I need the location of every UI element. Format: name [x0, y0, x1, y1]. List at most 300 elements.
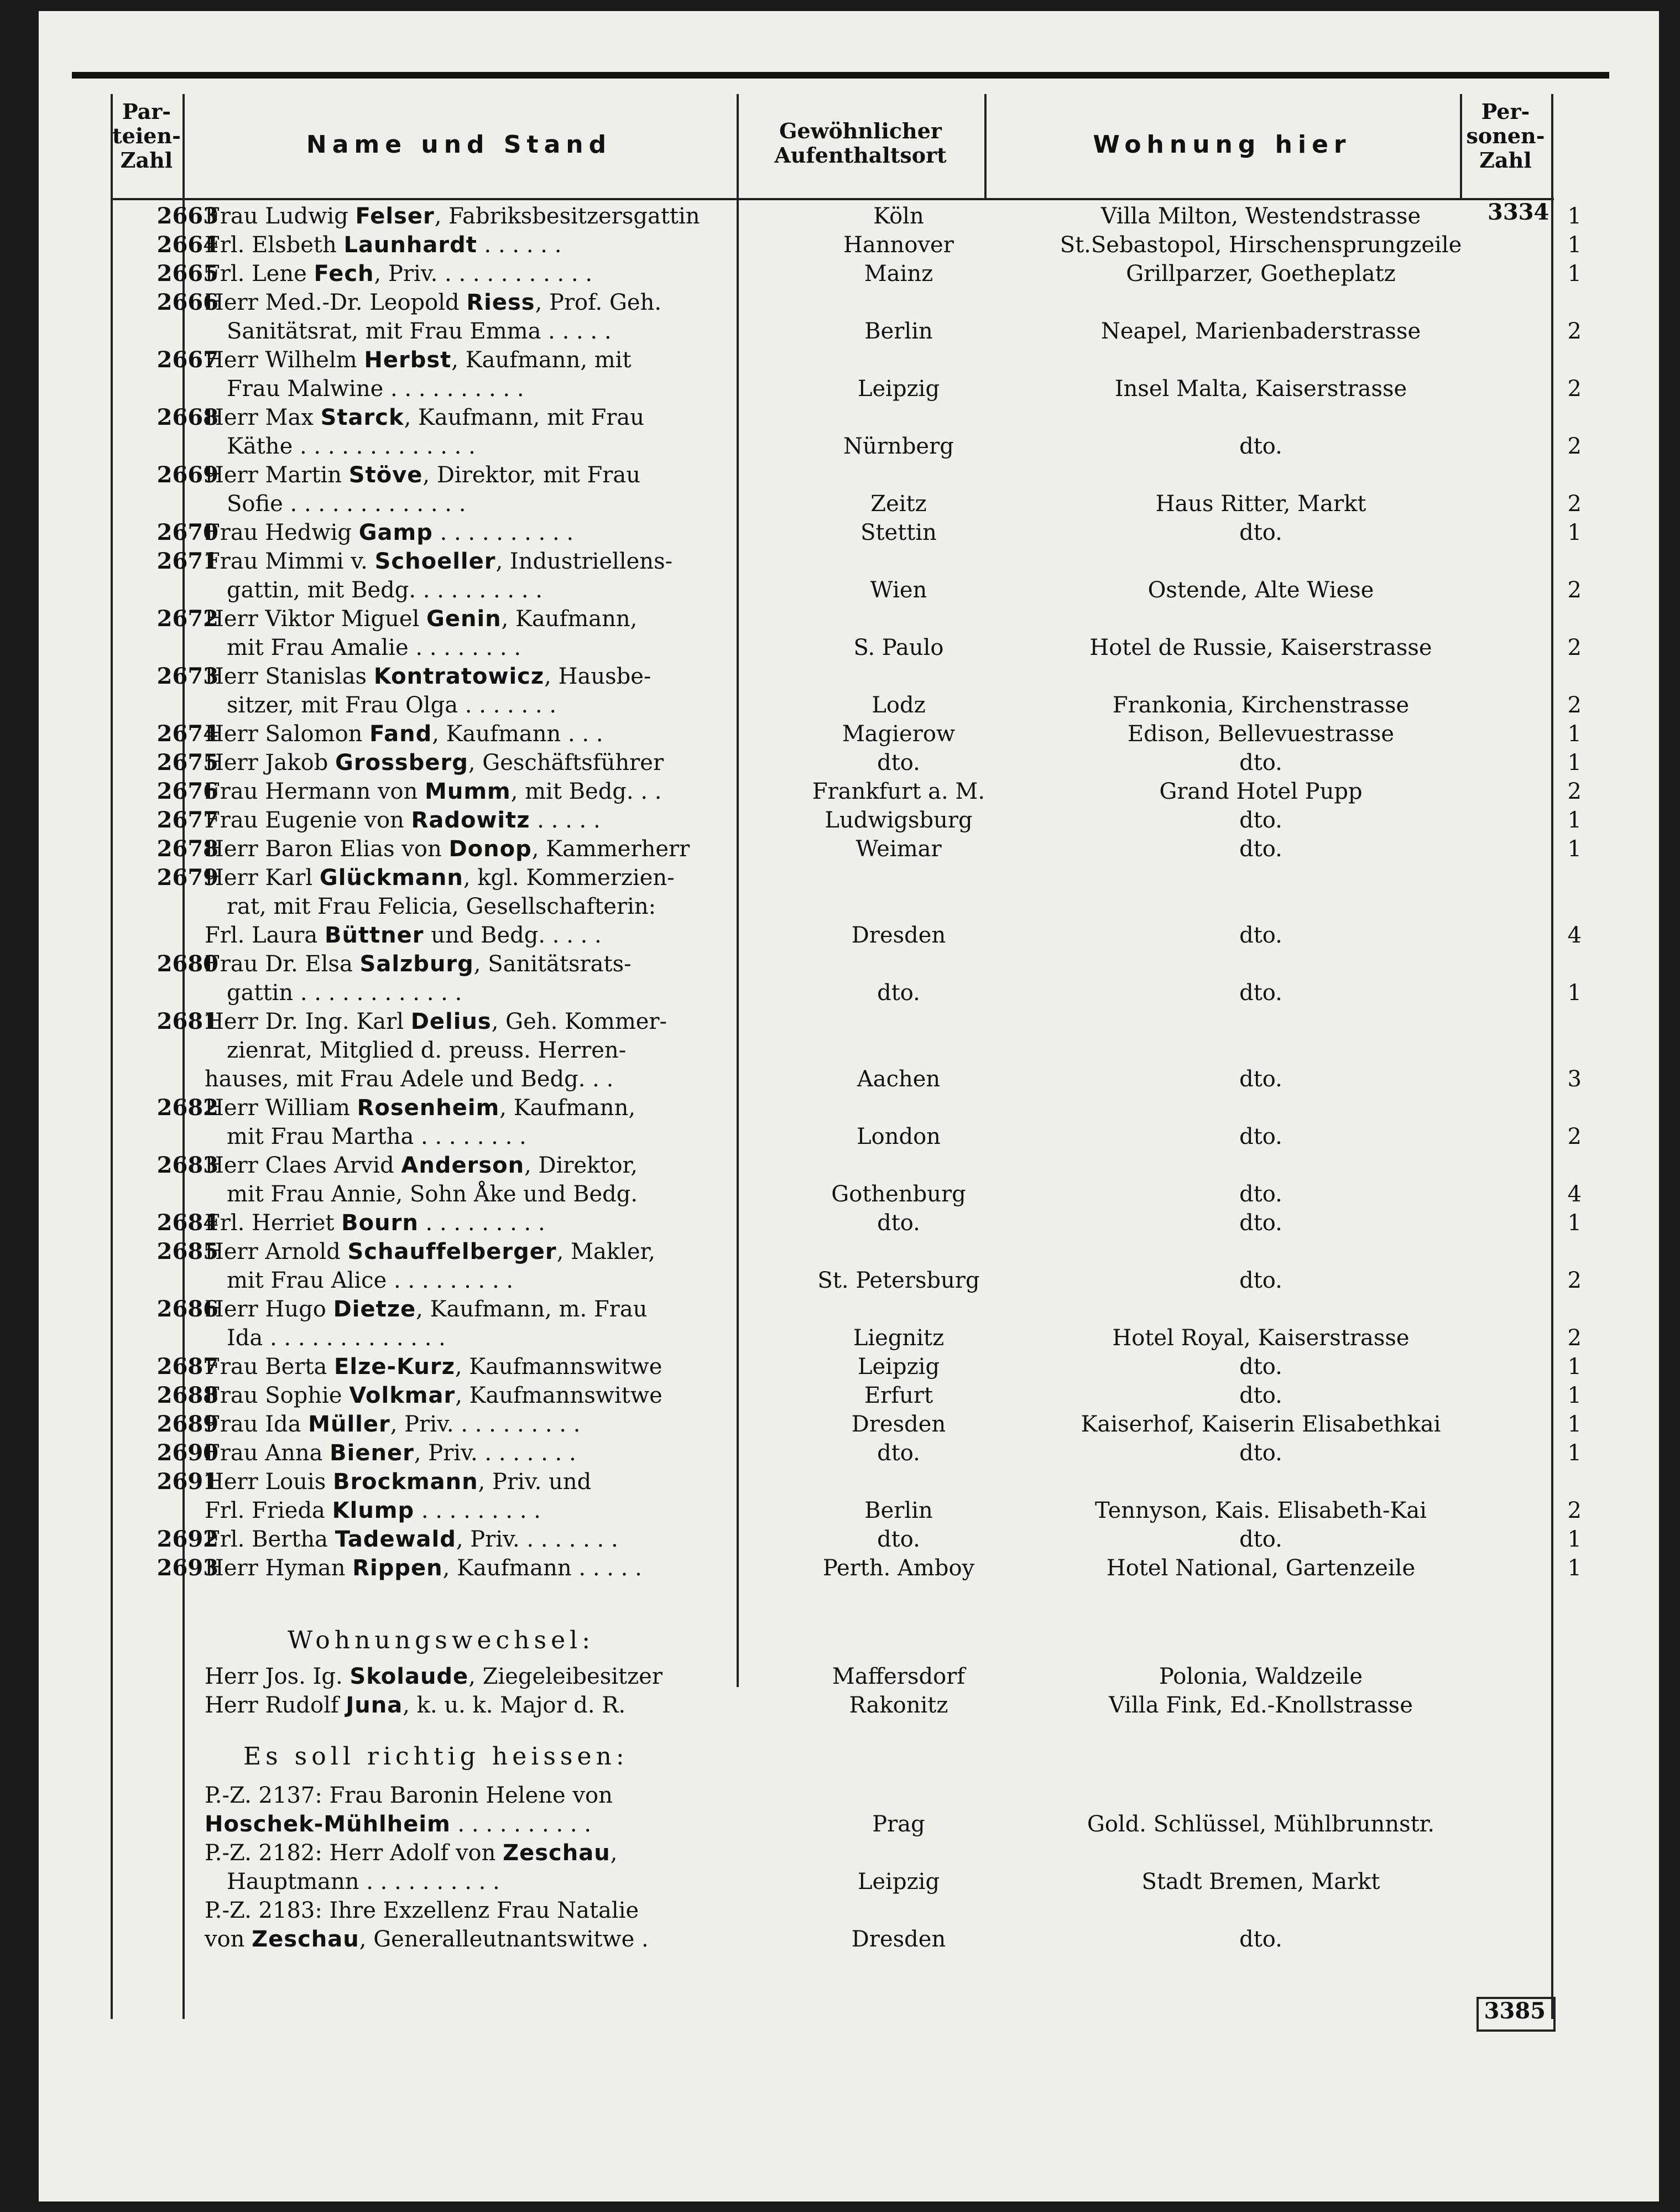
surname: Dietze — [333, 1297, 416, 1322]
surname: Schauffelberger — [347, 1239, 557, 1264]
entry-address: dto. — [1239, 1354, 1282, 1380]
name-text: , Hausbe- — [544, 664, 651, 689]
entry-name-line — [205, 835, 774, 863]
name-text: von — [205, 1927, 252, 1952]
name-text: Frl. Frieda — [205, 1498, 332, 1523]
entry-address: dto. — [1239, 1182, 1282, 1207]
entry-persons: 1 — [1567, 204, 1582, 229]
entry-place: Berlin — [864, 319, 933, 344]
entry-persons: 2 — [1567, 434, 1582, 459]
name-text: , Priv. . . . . . . . . . — [390, 1412, 581, 1437]
surname: Rosenheim — [357, 1095, 500, 1121]
name-text: , Kaufmann . . . — [432, 721, 603, 747]
entry-name-line — [205, 1810, 774, 1839]
name-text: , Kaufmann, — [501, 606, 638, 632]
entry-place: dto. — [877, 1440, 920, 1466]
entry-place: Leipzig — [857, 1354, 940, 1380]
surname: Fech — [314, 261, 374, 287]
surname: Skolaude — [349, 1664, 469, 1689]
name-text: , Kaufmann, m. Frau — [416, 1297, 648, 1322]
entry-number: 2669 — [156, 462, 218, 488]
name-text: , Geh. Kommer- — [491, 1009, 667, 1034]
entry-address: Gold. Schlüssel, Mühlbrunnstr. — [1087, 1812, 1435, 1837]
name-text: Herr Viktor Miguel — [205, 606, 427, 632]
entry-address: dto. — [1239, 1268, 1282, 1293]
entry-name-line — [205, 1065, 774, 1094]
entry-name-line — [205, 950, 774, 979]
header-rule — [111, 198, 1554, 200]
entry-name-line: gattin . . . . . . . . . . . . — [227, 980, 462, 1006]
surname: Riess — [466, 290, 535, 315]
entry-number: 2672 — [156, 606, 218, 632]
name-text: , Kaufmannswitwe — [455, 1354, 662, 1380]
name-text: , Fabriksbesitzersgattin — [434, 204, 700, 229]
name-text: P.-Z. 2183: Ihre Exzellenz Frau Natalie — [205, 1898, 639, 1923]
name-text: Herr Martin — [205, 462, 349, 488]
entry-persons: 1 — [1567, 261, 1582, 287]
entry-address: Insel Malta, Kaiserstrasse — [1114, 376, 1407, 402]
name-text: und Bedg. . . . . — [424, 923, 602, 948]
name-text: Herr Max — [205, 405, 321, 430]
entry-place: Lodz — [872, 693, 926, 718]
entry-number: 2678 — [156, 836, 218, 862]
entry-name-line — [205, 1496, 774, 1525]
surname: Radowitz — [411, 808, 530, 833]
name-text: Herr Karl — [205, 865, 320, 891]
entry-name-line: Käthe . . . . . . . . . . . . . — [227, 434, 476, 459]
entry-number: 2673 — [156, 663, 218, 689]
name-text: Herr Claes Arvid — [205, 1153, 401, 1178]
entry-address: Grand Hotel Pupp — [1159, 779, 1363, 804]
name-text: Frau Dr. Elsa — [205, 951, 360, 977]
entry-name-line: rat, mit Frau Felicia, Gesellschafterin: — [227, 894, 656, 919]
entry-name-line — [205, 1352, 774, 1381]
entry-name-line: Frau Malwine . . . . . . . . . . — [227, 376, 524, 402]
entry-persons: 1 — [1567, 808, 1582, 833]
entry-number: 2692 — [156, 1526, 218, 1552]
name-text: Frau Anna — [205, 1440, 330, 1466]
name-text: , Kaufmann, — [499, 1095, 636, 1121]
entry-name-line — [205, 921, 774, 950]
surname: Stöve — [348, 462, 423, 488]
entry-address: dto. — [1239, 1210, 1282, 1236]
entry-persons: 2 — [1567, 779, 1582, 804]
name-text: Herr Hyman — [205, 1555, 353, 1581]
entry-persons: 1 — [1567, 1440, 1582, 1466]
entry-persons: 1 — [1567, 232, 1582, 258]
entry-number: 2667 — [156, 347, 218, 373]
entry-place: Gothenburg — [831, 1182, 966, 1207]
entry-number: 2681 — [156, 1008, 218, 1034]
name-text: Herr Hugo — [205, 1297, 333, 1322]
name-text: Herr Salomon — [205, 721, 370, 747]
name-text: , Prof. Geh. — [535, 290, 662, 315]
name-text: Frau Ludwig — [205, 204, 356, 229]
surname: Schoeller — [374, 549, 496, 574]
name-text: , Priv. . . . . . . . — [414, 1440, 576, 1466]
final-total: 3385 — [1484, 1998, 1546, 2024]
entry-name-line — [205, 720, 774, 748]
entry-address: dto. — [1239, 434, 1282, 459]
name-text: P.-Z. 2137: Frau Baronin Helene von — [205, 1783, 613, 1808]
entry-place: S. Paulo — [853, 635, 944, 660]
entry-place: Frankfurt a. M. — [812, 779, 985, 804]
entry-name-line — [205, 1151, 774, 1180]
entry-number: 2685 — [156, 1238, 218, 1264]
surname: Brockmann — [332, 1469, 478, 1495]
entry-persons: 1 — [1567, 721, 1582, 747]
name-text: , Kaufmann . . . . . — [442, 1555, 642, 1581]
entry-number: 2690 — [156, 1440, 218, 1466]
surname: Starck — [320, 405, 404, 430]
surname: Zeschau — [252, 1927, 359, 1952]
name-text: , Priv. . . . . . . . . . . . — [374, 261, 593, 287]
entry-address: Villa Fink, Ed.-Knollstrasse — [1109, 1693, 1413, 1718]
entry-address: dto. — [1239, 836, 1282, 862]
entry-persons: 1 — [1567, 1412, 1582, 1437]
name-text: , Generalleutnantswitwe . — [359, 1927, 649, 1952]
entry-place: St. Petersburg — [817, 1268, 980, 1293]
entry-address: dto. — [1239, 1124, 1282, 1149]
entry-address: Haus Ritter, Markt — [1155, 491, 1366, 517]
entry-persons: 4 — [1567, 1182, 1582, 1207]
name-text: Frau Mimmi v. — [205, 549, 375, 574]
entry-place: Liegnitz — [853, 1325, 945, 1351]
name-text: . . . . . . . . . . — [432, 520, 574, 545]
entry-name-line — [227, 1867, 796, 1896]
entry-persons: 4 — [1567, 923, 1582, 948]
entry-name-line — [205, 748, 774, 777]
name-text: , Kammerherr — [531, 836, 690, 862]
entry-address: Frankonia, Kirchenstrasse — [1112, 693, 1410, 718]
entry-name-line: zienrat, Mitglied d. preuss. Herren- — [227, 1038, 627, 1063]
entry-number: 2683 — [156, 1152, 218, 1178]
entry-name-line: mit Frau Martha . . . . . . . . — [227, 1124, 526, 1149]
name-text: Herr William — [205, 1095, 357, 1121]
entry-persons: 1 — [1567, 1210, 1582, 1236]
entry-address: Stadt Bremen, Markt — [1141, 1869, 1380, 1894]
entry-persons: 2 — [1567, 319, 1582, 344]
name-text: Herr Wilhelm — [205, 347, 364, 373]
entry-address: dto. — [1239, 980, 1282, 1006]
entry-place: Leipzig — [857, 376, 940, 402]
name-text: Frau Hermann von — [205, 779, 425, 804]
name-text: , kgl. Kommerzien- — [463, 865, 675, 891]
entry-number: 2677 — [156, 807, 218, 833]
entry-place: Zeitz — [870, 491, 927, 517]
name-text: Herr Dr. Ing. Karl — [205, 1009, 411, 1034]
header-col-pers: Per- sonen- Zahl — [1466, 99, 1545, 173]
entry-address: dto. — [1239, 1527, 1282, 1552]
surname: Bourn — [341, 1210, 419, 1236]
name-text: . . . . . . . . . . — [450, 1812, 592, 1837]
entry-name-line — [205, 288, 774, 317]
entry-number: 2671 — [156, 548, 218, 574]
surname: Salzburg — [359, 951, 474, 977]
top-rule — [72, 72, 1609, 79]
entry-name-line — [205, 1781, 774, 1810]
entry-name-line — [205, 1925, 774, 1954]
name-text: Herr Jakob — [205, 750, 336, 775]
entry-name-line — [205, 1439, 774, 1467]
entry-address: Ostende, Alte Wiese — [1147, 577, 1374, 603]
surname: Anderson — [401, 1153, 525, 1178]
surname: Hoschek-Mühlheim — [205, 1812, 451, 1837]
entry-address: Hotel de Russie, Kaiserstrasse — [1089, 635, 1432, 660]
surname: Juna — [346, 1693, 403, 1718]
name-text: , Direktor, — [524, 1153, 638, 1178]
name-text: , Priv. und — [478, 1469, 592, 1495]
surname: Donop — [448, 836, 532, 862]
surname: Mumm — [425, 779, 511, 804]
name-text: Herr Med.-Dr. Leopold — [205, 290, 467, 315]
name-text: , Ziegeleibesitzer — [468, 1664, 662, 1689]
name-text: , mit Bedg. . . — [510, 779, 662, 804]
entry-name-line: mit Frau Amalie . . . . . . . . — [227, 635, 521, 660]
entry-name-line — [205, 1381, 774, 1410]
entry-number: 2684 — [156, 1210, 218, 1236]
surname: Launhardt — [343, 232, 477, 258]
entry-persons: 2 — [1567, 376, 1582, 402]
entry-address: dto. — [1239, 750, 1282, 775]
section-correct-title: Es soll richtig heissen: — [243, 1742, 629, 1771]
entry-place: dto. — [877, 1527, 920, 1552]
entry-address: Grillparzer, Goetheplatz — [1126, 261, 1396, 287]
entry-persons: 1 — [1567, 980, 1582, 1006]
entry-persons: 2 — [1567, 1124, 1582, 1149]
entry-name-line — [205, 259, 774, 288]
entry-place: Mainz — [864, 261, 933, 287]
page — [39, 11, 1659, 2201]
entry-number: 2668 — [156, 404, 218, 430]
entry-name-line: gattin, mit Bedg. . . . . . . . . . — [227, 577, 542, 603]
entry-address: dto. — [1239, 1440, 1282, 1466]
entry-number: 2675 — [156, 750, 218, 775]
surname: Kontratowicz — [373, 664, 545, 689]
name-text: Frl. Laura — [205, 923, 325, 948]
entry-name-line — [205, 461, 774, 490]
name-text: , Makler, — [556, 1239, 655, 1264]
entry-persons: 2 — [1567, 491, 1582, 517]
entry-name-line — [205, 605, 774, 633]
entry-name-line — [205, 231, 774, 259]
surname: Gamp — [358, 520, 433, 545]
entry-number: 2687 — [156, 1354, 218, 1380]
entry-persons: 1 — [1567, 1354, 1582, 1380]
name-text: . . . . . . . . . — [418, 1210, 545, 1236]
entry-number: 2691 — [156, 1469, 218, 1495]
entry-name-line — [205, 1094, 774, 1122]
header-col-addr: Wohnung hier — [1093, 131, 1352, 159]
entry-persons: 2 — [1567, 635, 1582, 660]
entry-persons: 1 — [1567, 1555, 1582, 1581]
entry-address: Hotel Royal, Kaiserstrasse — [1112, 1325, 1410, 1351]
entry-number: 2670 — [156, 519, 218, 545]
name-text: Herr Arnold — [205, 1239, 348, 1264]
entry-place: dto. — [877, 750, 920, 775]
entry-name-line: mit Frau Alice . . . . . . . . . — [227, 1268, 514, 1293]
entry-address: Polonia, Waldzeile — [1159, 1664, 1363, 1689]
name-text: Frl. Herriet — [205, 1210, 342, 1236]
entry-name-line — [205, 1662, 774, 1691]
entry-address: Tennyson, Kais. Elisabeth-Kai — [1095, 1498, 1427, 1523]
entry-place: Prag — [872, 1812, 925, 1837]
entry-persons: 1 — [1567, 1383, 1582, 1408]
entry-name-line — [205, 518, 774, 547]
carry-total: 3334 — [1488, 199, 1549, 225]
entry-persons: 2 — [1567, 693, 1582, 718]
header-col-place: Gewöhnlicher Aufenthaltsort — [774, 118, 947, 168]
entry-address: Villa Milton, Westendstrasse — [1100, 204, 1421, 229]
entry-name-line — [205, 863, 774, 892]
surname: Rippen — [352, 1555, 443, 1581]
name-text: Herr Jos. Ig. — [205, 1664, 350, 1689]
entry-place: Stettin — [860, 520, 937, 545]
entry-name-line — [205, 1525, 774, 1554]
name-text: . . . . . . — [477, 232, 562, 258]
name-text: Frau Berta — [205, 1354, 335, 1380]
entry-name-line — [205, 1554, 774, 1583]
entry-name-line: Ida . . . . . . . . . . . . . — [227, 1325, 446, 1351]
entry-number: 2686 — [156, 1296, 218, 1322]
section-change-title: Wohnungswechsel: — [288, 1626, 595, 1654]
name-text: Herr Baron Elias von — [205, 836, 449, 862]
name-text: Frl. Elsbeth — [205, 232, 344, 258]
name-text: , k. u. k. Major d. R. — [403, 1693, 626, 1718]
entry-number: 2688 — [156, 1382, 218, 1408]
surname: Grossberg — [335, 750, 468, 775]
entry-address: dto. — [1239, 1066, 1282, 1092]
name-text: Frau Ida — [205, 1412, 309, 1437]
name-text: , Kaufmann, mit Frau — [404, 405, 645, 430]
entry-name-line: Sofie . . . . . . . . . . . . . — [227, 491, 466, 517]
entry-name-line — [205, 346, 774, 374]
entry-name-line — [205, 1410, 774, 1439]
entry-persons: 2 — [1567, 1325, 1582, 1351]
entry-persons: 1 — [1567, 836, 1582, 862]
entry-place: Wien — [870, 577, 927, 603]
surname: Genin — [426, 606, 502, 632]
surname: Biener — [330, 1440, 414, 1466]
surname: Fand — [369, 721, 432, 747]
entry-place: Erfurt — [864, 1383, 933, 1408]
entry-address: Neapel, Marienbaderstrasse — [1100, 319, 1421, 344]
surname: Volkmar — [349, 1383, 456, 1408]
name-text: , Priv. . . . . . . . — [456, 1527, 618, 1552]
entry-place: Maffersdorf — [832, 1664, 966, 1689]
entry-name-line: mit Frau Annie, Sohn Åke und Bedg. — [227, 1182, 638, 1207]
entry-place: Berlin — [864, 1498, 933, 1523]
entry-address: dto. — [1239, 1383, 1282, 1408]
entry-number: 2666 — [156, 289, 218, 315]
entry-name-line — [205, 1295, 774, 1324]
entry-persons: 1 — [1567, 750, 1582, 775]
entry-name-line — [205, 202, 774, 231]
column-divider — [111, 94, 113, 2019]
surname: Tadewald — [335, 1527, 456, 1552]
entry-place: Dresden — [851, 1927, 946, 1952]
name-text: Herr Rudolf — [205, 1693, 346, 1718]
entry-place: dto. — [877, 980, 920, 1006]
entry-name-line — [205, 1467, 774, 1496]
surname: Büttner — [324, 923, 424, 948]
surname: Müller — [308, 1412, 390, 1437]
entry-number: 2693 — [156, 1555, 218, 1581]
entry-address: dto. — [1239, 808, 1282, 833]
entry-name-line — [205, 1896, 774, 1925]
entry-name-line — [205, 806, 774, 835]
entry-place: Dresden — [851, 923, 946, 948]
column-divider — [182, 94, 185, 2019]
entry-place: Leipzig — [857, 1869, 940, 1894]
entry-place: Aachen — [857, 1066, 941, 1092]
entry-number: 2664 — [156, 232, 218, 258]
entry-number: 2679 — [156, 865, 218, 891]
entry-persons: 2 — [1567, 1498, 1582, 1523]
entry-persons: 1 — [1567, 1527, 1582, 1552]
entry-place: Nürnberg — [843, 434, 954, 459]
entry-address: Hotel National, Gartenzeile — [1106, 1555, 1416, 1581]
name-text: , Geschäftsführer — [468, 750, 664, 775]
name-text: , Direktor, mit Frau — [422, 462, 641, 488]
entry-persons: 2 — [1567, 577, 1582, 603]
entry-place: Hannover — [843, 232, 954, 258]
entry-address: dto. — [1239, 520, 1282, 545]
name-text: , Industriellens- — [495, 549, 673, 574]
entry-place: Köln — [873, 204, 924, 229]
entry-name-line — [205, 547, 774, 576]
entry-address: dto. — [1239, 1927, 1282, 1952]
entry-number: 2665 — [156, 261, 218, 287]
surname: Felser — [355, 204, 435, 229]
name-text: , Kaufmannswitwe — [455, 1383, 662, 1408]
entry-name-line — [205, 403, 774, 432]
entry-persons: 2 — [1567, 1268, 1582, 1293]
name-text: Herr Stanislas — [205, 664, 374, 689]
name-text: Frau Eugenie von — [205, 808, 411, 833]
entry-name-line — [205, 1209, 774, 1237]
surname: Delius — [410, 1009, 492, 1034]
entry-number: 2680 — [156, 951, 218, 977]
entry-name-line — [205, 1007, 774, 1036]
entry-place: dto. — [877, 1210, 920, 1236]
entry-place: Perth. Amboy — [822, 1555, 975, 1581]
name-text: Frau Sophie — [205, 1383, 349, 1408]
entry-name-line — [205, 662, 774, 691]
name-text: , Kaufmann, mit — [451, 347, 632, 373]
name-text: . . . . . — [530, 808, 601, 833]
surname: Herbst — [364, 347, 452, 373]
entry-name-line — [205, 1237, 774, 1266]
name-text: , Sanitätsrats- — [473, 951, 632, 977]
surname: Zeschau — [503, 1840, 611, 1866]
entry-persons: 1 — [1567, 520, 1582, 545]
entry-address: St.Sebastopol, Hirschensprungzeile — [1060, 232, 1462, 258]
entry-name-line — [205, 1691, 774, 1720]
entry-place: Weimar — [855, 836, 942, 862]
surname: Klump — [332, 1498, 415, 1523]
entry-number: 2689 — [156, 1411, 218, 1437]
name-text: P.-Z. 2182: Herr Adolf von — [205, 1840, 503, 1866]
name-text: Hauptmann . . . . . . . . . . — [227, 1869, 500, 1894]
name-text: . . . . . . . . . — [414, 1498, 541, 1523]
name-text: , — [610, 1840, 618, 1866]
entry-address: Kaiserhof, Kaiserin Elisabethkai — [1081, 1412, 1441, 1437]
surname: Elze-Kurz — [334, 1354, 455, 1380]
entry-place: Dresden — [851, 1412, 946, 1437]
entry-place: London — [857, 1124, 941, 1149]
header-col-name: Name und Stand — [306, 131, 612, 159]
